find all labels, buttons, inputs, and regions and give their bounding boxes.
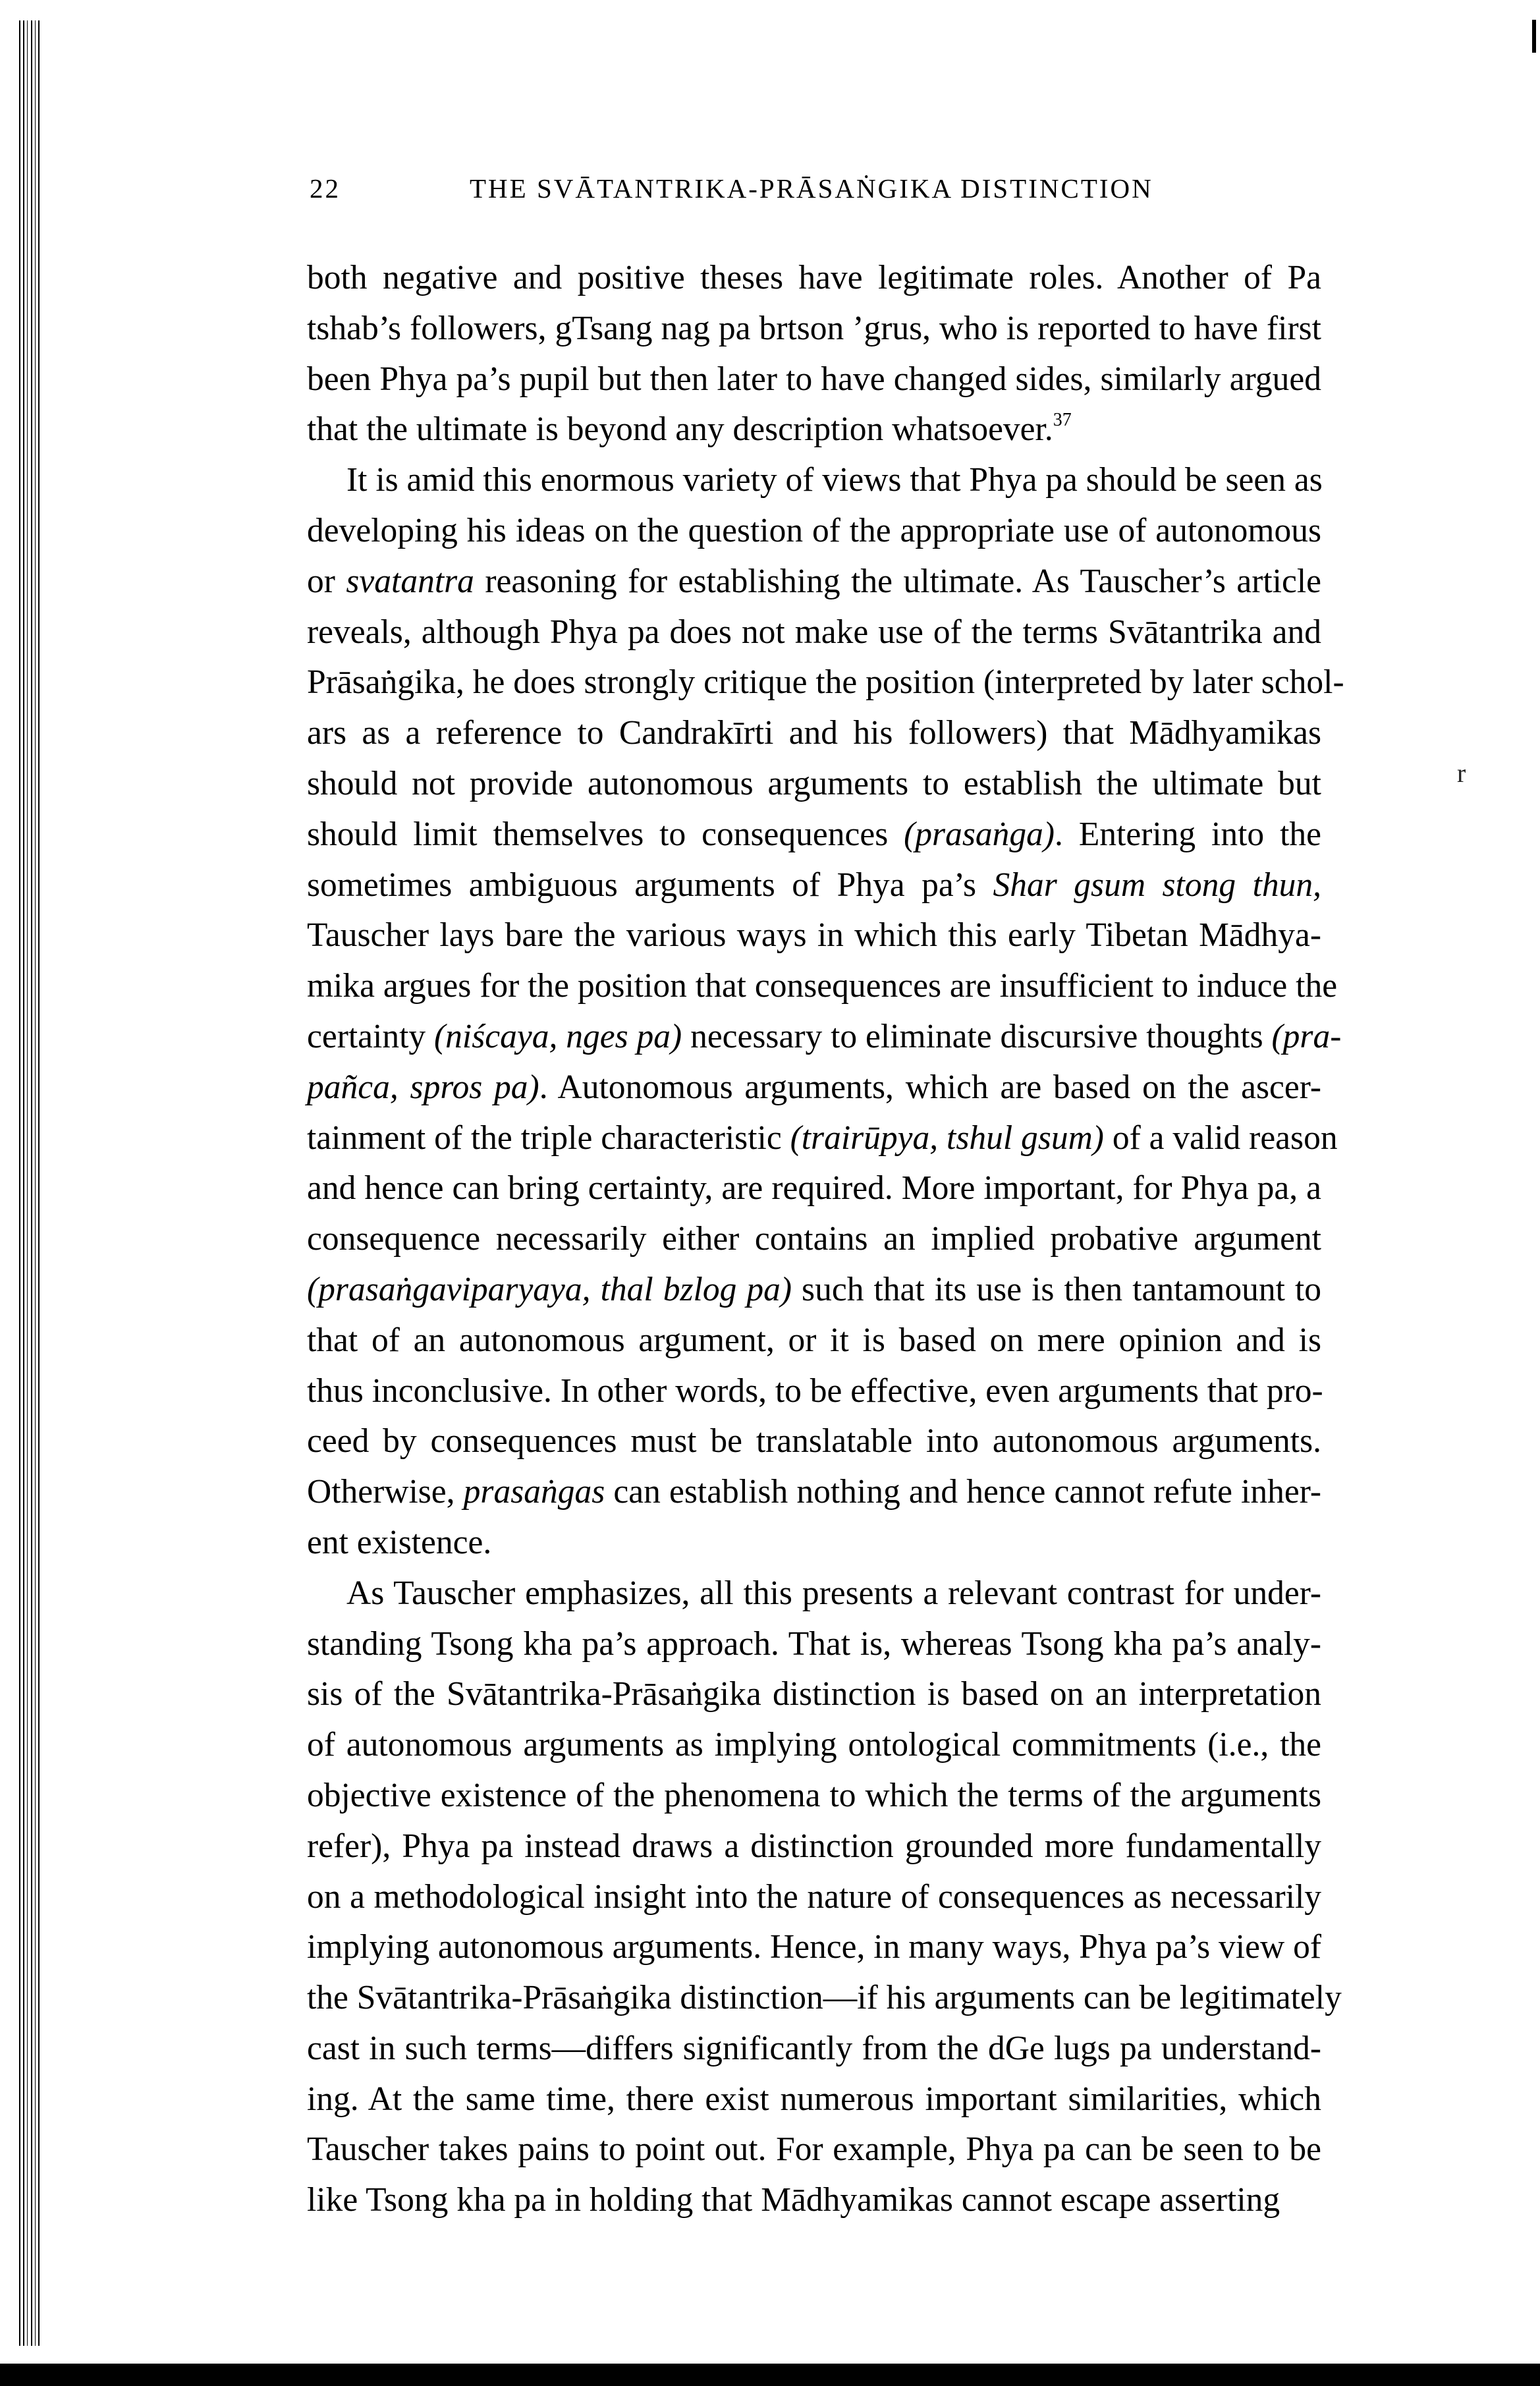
footnote-ref: 37 bbox=[1053, 410, 1072, 431]
text-run: that the ultimate is beyond any description whatsoever. bbox=[307, 410, 1053, 449]
text-line bbox=[307, 1821, 1321, 1872]
text-line bbox=[307, 1669, 1321, 1720]
italic-term: (prasaṅgaviparyaya, thal bzlog pa) bbox=[307, 1270, 792, 1308]
text-run: mika argues for the position that consequences are insufficient to induce the bbox=[307, 967, 1338, 1005]
italic-term: (niścaya, nges pa) bbox=[434, 1017, 682, 1055]
paragraph bbox=[307, 455, 1344, 1568]
text-line bbox=[307, 1619, 1321, 1670]
text-line bbox=[307, 1771, 1321, 1821]
text-run: been Phya pa’s pupil but then later to have changed sides, similarly argued bbox=[307, 360, 1321, 398]
text-line bbox=[307, 404, 1321, 455]
text-line bbox=[307, 1366, 1321, 1417]
text-run: can establish nothing and hence cannot refute inher- bbox=[605, 1473, 1321, 1511]
italic-term: prasaṅgas bbox=[463, 1473, 605, 1511]
text-run: such that its use is then tantamount to bbox=[792, 1270, 1321, 1308]
text-line bbox=[307, 2175, 1321, 2226]
text-line bbox=[307, 1063, 1321, 1113]
text-line bbox=[307, 1265, 1321, 1316]
text-line bbox=[307, 1720, 1321, 1771]
text-line bbox=[307, 1163, 1321, 1214]
paragraph bbox=[307, 253, 1321, 455]
text-line bbox=[307, 1113, 1338, 1164]
text-line bbox=[307, 506, 1321, 557]
text-line bbox=[307, 961, 1338, 1012]
text-run: objective existence of the phenomena to which the terms of the arguments bbox=[307, 1776, 1321, 1814]
text-line bbox=[307, 910, 1321, 961]
right-edge-mark bbox=[1532, 20, 1536, 53]
text-run: reasoning for establishing the ultimate. As Tauscher’s article bbox=[474, 562, 1321, 600]
text-run: It is amid this enormous variety of views that Phya pa should be seen as bbox=[346, 461, 1323, 499]
italic-term: pañca, spros pa) bbox=[307, 1068, 539, 1106]
text-line bbox=[307, 607, 1321, 658]
text-run: . Autonomous arguments, which are based on the ascer- bbox=[539, 1068, 1321, 1106]
text-run: ing. At the same time, there exist numerous important similarities, which bbox=[307, 2080, 1321, 2118]
page-number: 22 bbox=[310, 173, 341, 204]
text-run: or bbox=[307, 562, 346, 600]
text-run: both negative and positive theses have legitimate roles. Another of Pa bbox=[307, 259, 1321, 296]
text-run: should limit themselves to consequences bbox=[307, 815, 904, 853]
text-line bbox=[307, 354, 1321, 405]
text-line bbox=[307, 759, 1321, 810]
text-run: consequence necessarily either contains an implied probative argument bbox=[307, 1220, 1321, 1258]
text-run: the Svātantrika-Prāsaṅgika distinction—if his arguments can be legitimately bbox=[307, 1979, 1342, 2017]
margin-annotation: r bbox=[1457, 758, 1466, 788]
text-run: of a valid reason bbox=[1103, 1119, 1338, 1157]
running-header bbox=[310, 173, 1324, 212]
text-run: Prāsaṅgika, he does strongly critique the position (interpreted by later schol- bbox=[307, 663, 1344, 702]
italic-term: (pra- bbox=[1271, 1017, 1342, 1055]
text-run: Otherwise, bbox=[307, 1473, 464, 1511]
text-line bbox=[307, 1467, 1321, 1518]
text-run: like Tsong kha pa in holding that Mādhyamikas cannot escape asserting bbox=[307, 2181, 1280, 2219]
text-run: standing Tsong kha pa’s approach. That is, whereas Tsong kha pa’s analy- bbox=[307, 1624, 1321, 1663]
text-run: implying autonomous arguments. Hence, in many ways, Phya pa’s view of bbox=[307, 1928, 1321, 1966]
text-run: tainment of the triple characteristic bbox=[307, 1119, 790, 1157]
text-run: sis of the Svātantrika-Prāsaṅgika distinction is based on an interpretation bbox=[307, 1675, 1321, 1713]
text-line bbox=[307, 455, 1321, 506]
italic-term: (prasaṅga) bbox=[904, 815, 1055, 853]
text-run: Tauscher takes pains to point out. For example, Phya pa can be seen to be bbox=[307, 2130, 1321, 2169]
text-line bbox=[307, 708, 1321, 759]
binding-edge-lines bbox=[19, 20, 41, 2346]
text-run: developing his ideas on the question of the appropriate use of autonomous bbox=[307, 511, 1321, 549]
text-run: ent existence. bbox=[307, 1523, 492, 1561]
text-run: refer), Phya pa instead draws a distinction grounded more fundamentally bbox=[307, 1827, 1321, 1865]
text-run: should not provide autonomous arguments to establish the ultimate but bbox=[307, 764, 1321, 802]
text-run: ceed by consequences must be translatable into autonomous arguments. bbox=[307, 1422, 1321, 1460]
italic-term: svatantra bbox=[346, 562, 474, 600]
text-run: certainty bbox=[307, 1017, 435, 1055]
text-line bbox=[307, 1872, 1321, 1923]
italic-term: Shar gsum stong thun, bbox=[993, 866, 1321, 904]
text-line bbox=[307, 1922, 1321, 1973]
text-line bbox=[307, 810, 1321, 860]
bottom-scan-edge bbox=[0, 2364, 1540, 2386]
text-line bbox=[307, 860, 1321, 911]
text-line bbox=[307, 253, 1321, 304]
text-line bbox=[307, 2024, 1321, 2074]
text-line bbox=[307, 1568, 1321, 1619]
text-line bbox=[307, 1973, 1342, 2024]
body-text bbox=[307, 253, 1344, 2226]
text-line bbox=[307, 2124, 1321, 2175]
text-run: reveals, although Phya pa does not make use of the terms Svātantrika and bbox=[307, 613, 1321, 651]
text-run: sometimes ambiguous arguments of Phya pa’s bbox=[307, 866, 993, 904]
text-run: necessary to eliminate discursive thoughts bbox=[682, 1017, 1272, 1055]
italic-term: (trairūpya, tshul gsum) bbox=[790, 1119, 1104, 1157]
text-run: and hence can bring certainty, are required. More important, for Phya pa, a bbox=[307, 1169, 1321, 1207]
text-run: on a methodological insight into the nature of consequences as necessarily bbox=[307, 1877, 1321, 1916]
text-run: thus inconclusive. In other words, to be effective, even arguments that pro- bbox=[307, 1372, 1323, 1410]
text-run: cast in such terms—differs significantly from the dGe lugs pa understand- bbox=[307, 2029, 1321, 2067]
text-line bbox=[307, 1316, 1321, 1366]
text-line bbox=[307, 1012, 1342, 1063]
text-run: tshab’s followers, gTsang nag pa brtson ’grus, who is reported to have first bbox=[307, 309, 1321, 347]
text-line bbox=[307, 304, 1321, 354]
text-run: ars as a reference to Candrakīrti and his followers) that Mādhyamikas bbox=[307, 714, 1321, 752]
paragraph bbox=[307, 1568, 1342, 2226]
text-line bbox=[307, 2074, 1321, 2125]
text-run: Tauscher lays bare the various ways in which this early Tibetan Mādhya- bbox=[307, 916, 1321, 955]
text-run: As Tauscher emphasizes, all this presents a relevant contrast for under- bbox=[346, 1574, 1321, 1612]
text-run: of autonomous arguments as implying ontological commitments (i.e., the bbox=[307, 1726, 1321, 1764]
text-line bbox=[307, 1416, 1321, 1467]
text-line bbox=[307, 657, 1344, 708]
text-line bbox=[307, 557, 1321, 607]
text-line bbox=[307, 1518, 1321, 1568]
running-title: THE SVĀTANTRIKA-PRĀSAṄGIKA DISTINCTION bbox=[470, 173, 1153, 204]
text-line bbox=[307, 1214, 1321, 1265]
text-run: that of an autonomous argument, or it is based on mere opinion and is bbox=[307, 1321, 1321, 1359]
text-run: . Entering into the bbox=[1055, 815, 1321, 853]
